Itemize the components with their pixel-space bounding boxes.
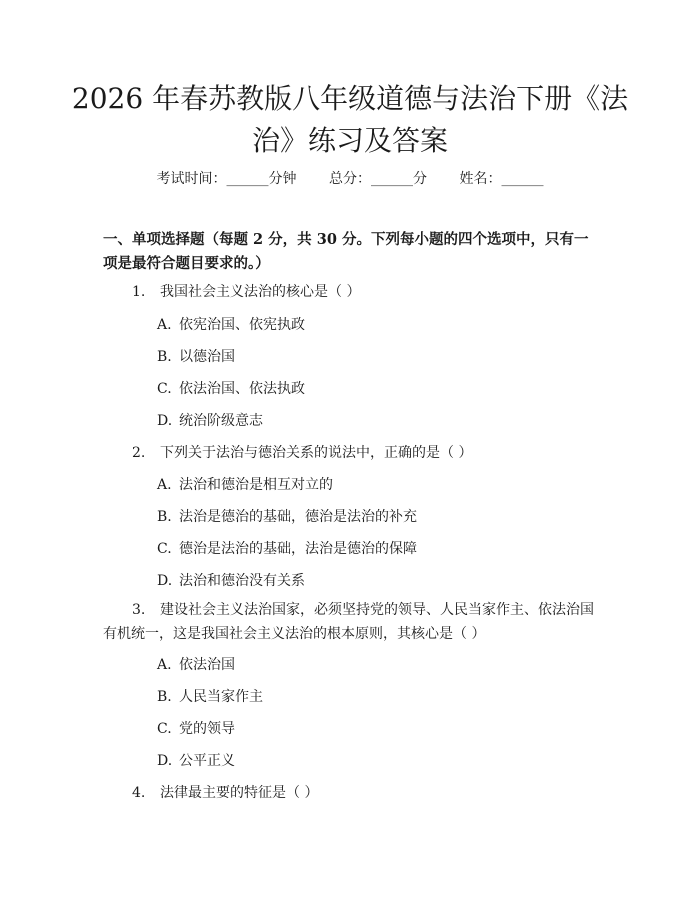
option-text: 依法治国、依法执政 xyxy=(179,381,305,397)
total-score-field: 总分：______分 xyxy=(329,171,427,187)
question-2 xyxy=(132,442,472,462)
option-1a xyxy=(157,314,305,334)
option-text: 法治和德治是相互对立的 xyxy=(179,477,333,493)
option-letter: A. xyxy=(157,657,172,673)
option-letter: D. xyxy=(157,413,173,429)
option-text: 公平正义 xyxy=(179,753,235,769)
option-letter: B. xyxy=(157,349,172,365)
question-text: 我国社会主义法治的核心是（ ） xyxy=(160,284,361,300)
option-letter: D. xyxy=(157,753,173,769)
option-text: 德治是法治的基础，法治是德治的保障 xyxy=(179,541,417,557)
document-title: 2026 年春苏教版八年级道德与法治下册《法治》练习及答案 xyxy=(71,82,629,157)
option-letter: A. xyxy=(157,477,172,493)
option-1c xyxy=(157,378,305,398)
option-3d xyxy=(157,750,235,770)
option-letter: C. xyxy=(157,381,172,397)
option-text: 依宪治国、依宪执政 xyxy=(179,317,305,333)
option-1d xyxy=(157,410,263,430)
option-text: 党的领导 xyxy=(179,721,235,737)
option-text: 依法治国 xyxy=(179,657,235,673)
option-letter: C. xyxy=(157,721,172,737)
option-letter: A. xyxy=(157,317,172,333)
question-number: 1. xyxy=(132,284,146,300)
option-letter: D. xyxy=(157,573,173,589)
option-3a xyxy=(157,654,235,674)
option-3b xyxy=(157,686,263,706)
option-letter: B. xyxy=(157,509,172,525)
question-text: 建设社会主义法治国家，必须坚持党的领导、人民当家作主、依法治国有机统一，这是我国社会主义法治的根本原则，其核心是（ ） xyxy=(103,602,594,642)
question-number: 3. xyxy=(132,602,146,618)
question-number: 4. xyxy=(132,785,146,801)
option-3c xyxy=(157,718,235,738)
question-text: 法律最主要的特征是（ ） xyxy=(160,785,319,801)
option-text: 法治和德治没有关系 xyxy=(179,573,305,589)
option-letter: B. xyxy=(157,689,172,705)
option-2a xyxy=(157,474,333,494)
question-4 xyxy=(132,782,318,802)
option-text: 人民当家作主 xyxy=(179,689,263,705)
question-text: 下列关于法治与德治关系的说法中，正确的是（ ） xyxy=(160,445,473,461)
option-letter: C. xyxy=(157,541,172,557)
option-2d xyxy=(157,570,305,590)
section-heading: 一、单项选择题（每题 2 分，共 30 分。下列每小题的四个选项中，只有一项是最符合题目要求的。） xyxy=(103,231,589,272)
option-text: 法治是德治的基础，德治是法治的补充 xyxy=(179,509,417,525)
option-2c xyxy=(157,538,417,558)
option-1b xyxy=(157,346,235,366)
option-text: 统治阶级意志 xyxy=(179,413,263,429)
question-3 xyxy=(103,598,600,646)
student-name-field: 姓名：______ xyxy=(459,171,544,187)
question-number: 2. xyxy=(132,445,146,461)
exam-time-field: 考试时间：______分钟 xyxy=(156,171,297,187)
exam-info xyxy=(0,168,700,188)
option-text: 以德治国 xyxy=(179,349,235,365)
question-1 xyxy=(132,281,360,301)
option-2b xyxy=(157,506,417,526)
